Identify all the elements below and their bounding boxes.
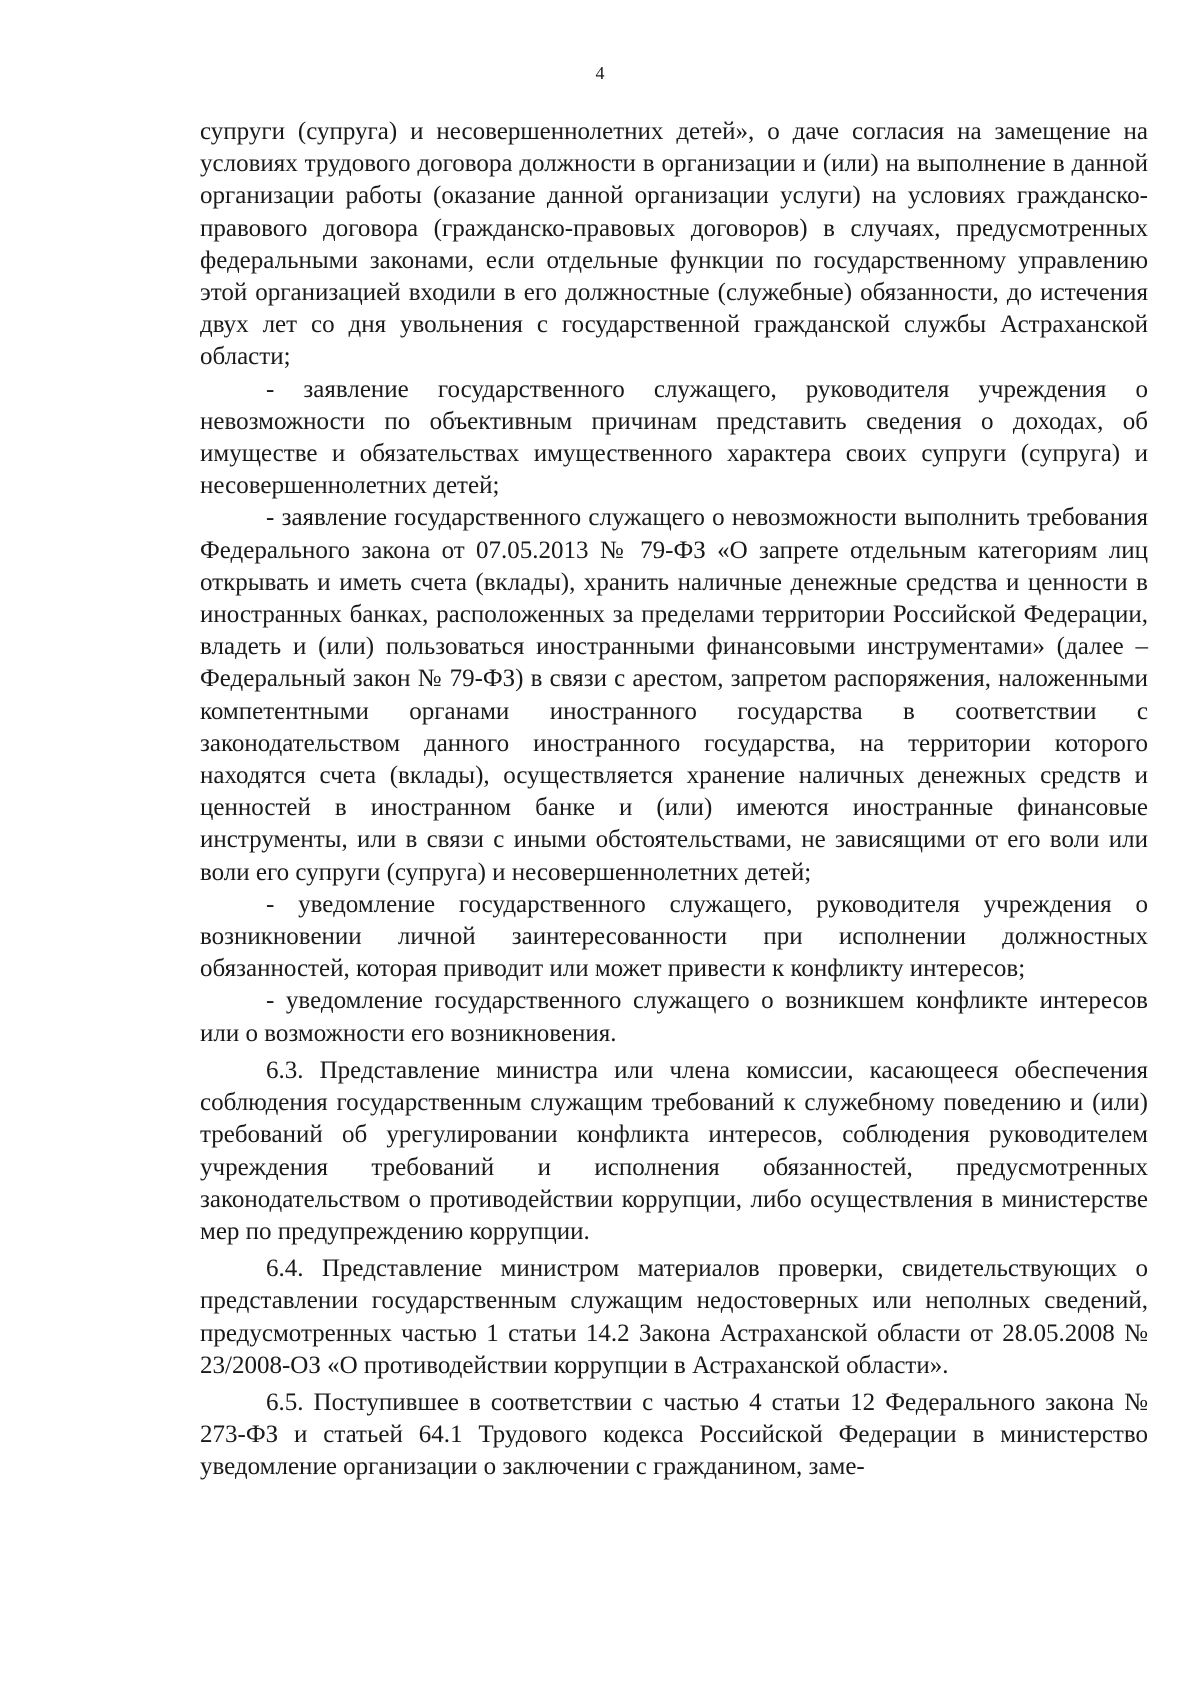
paragraph-list-item: - заявление государственного служащего о невозможности выполнить требования Федерального закона от 07.05.2013 № 79-ФЗ «О запрете отдельным категориям лиц открывать и иметь счета (вклады), хранить наличные денежные средства и ценности в иностранных банках, расположенных за пределами территории Российской Федерации, владеть и (или) пользоваться иностранными финансовыми инструментами» (далее – Федеральный закон № 79-ФЗ) в связи с арестом, запретом распоряжения, наложенными компетентными органами иностранного государства в соответствии с законодательством данного иностранного государства, на территории которого находятся счета (вклады), осуществляется хранение наличных денежных средств и ценностей в иностранном банке и (или) имеются иностранные финансовые инструменты, или в связи с иными обстоятельствами, не зависящими от его воли или воли его супруги (супруга) и несовершеннолетних детей;: [200, 504, 1148, 886]
document-body: [200, 116, 1148, 1484]
paragraph-clause-6-3: 6.3. Представление министра или члена комиссии, касающееся обеспечения соблюдения государственным служащим требований к служебному поведению и (или) требований об урегулировании конфликта интересов, соблюдения руководителем учреждения требований и исполнения обязанностей, предусмотренных законодательством о противодействии коррупции, либо осуществления в министерстве мер по предупреждению коррупции.: [200, 1056, 1148, 1245]
paragraph-list-item: - уведомление государственного служащего, руководителя учреждения о возникновении личной заинтересованности при исполнении должностных обязанностей, которая приводит или может привести к конфликту интересов;: [200, 890, 1148, 983]
paragraph-list-item: - уведомление государственного служащего о возникшем конфликте интересов или о возможности его возникновения.: [200, 987, 1148, 1047]
paragraph-clause-6-4: 6.4. Представление министром материалов проверки, свидетельствующих о представлении государственным служащим недостоверных или неполных сведений, предусмотренных частью 1 статьи 14.2 Закона Астраханской области от 28.05.2008 № 23/2008-ОЗ «О противодействии коррупции в Астраханской области».: [200, 1255, 1148, 1379]
paragraph-continuation: супруги (супруга) и несовершеннолетних детей», о даче согласия на замещение на условиях трудового договора должности в организации и (или) на выполнение в данной организации работы (оказание данной организации услуги) на условиях гражданско-правового договора (гражданско-правовых договоров) в случаях, предусмотренных федеральными законами, если отдельные функции по государственному управлению этой организацией входили в его должностные (служебные) обязанности, до истечения двух лет со дня увольнения с государственной гражданской службы Астраханской области;: [200, 118, 1148, 371]
paragraph-list-item: - заявление государственного служащего, руководителя учреждения о невозможности по объективным причинам представить сведения о доходах, об имуществе и обязательствах имущественного характера своих супруги (супруга) и несовершеннолетних детей;: [200, 375, 1148, 500]
paragraph-clause-6-5: 6.5. Поступившее в соответствии с частью 4 статьи 12 Федерального закона № 273-ФЗ и статьей 64.1 Трудового кодекса Российской Федерации в министерство уведомление организации о заключении с гражданином, заме-: [200, 1388, 1148, 1481]
page-number: 4: [595, 63, 605, 83]
